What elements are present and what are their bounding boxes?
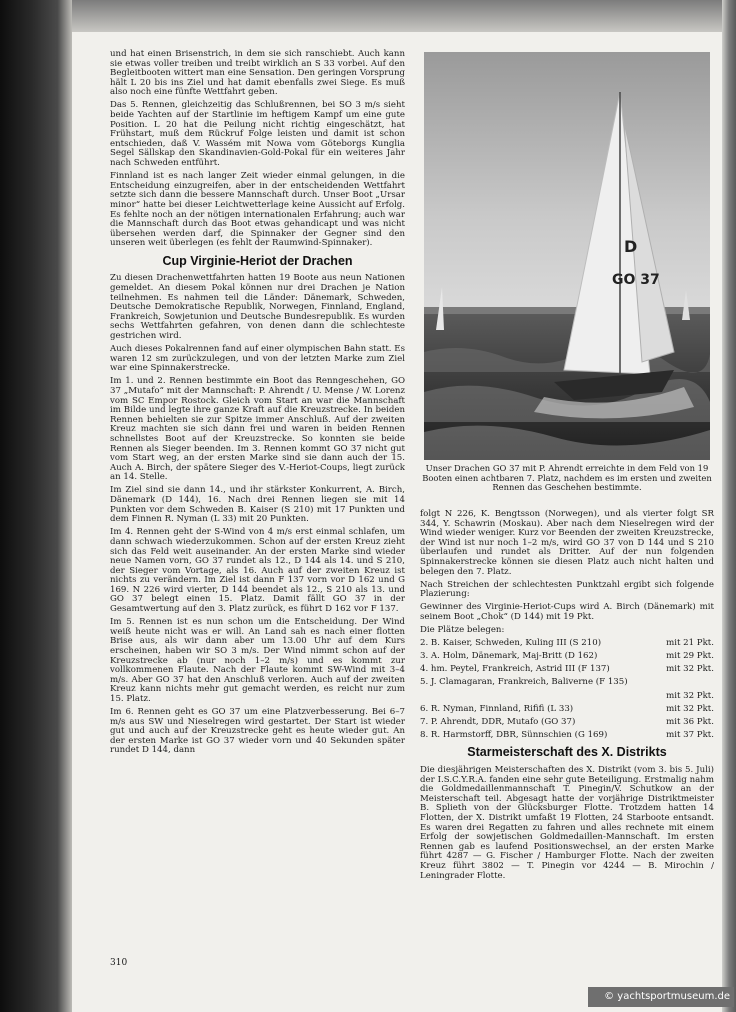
paragraph: Die Plätze belegen: [420, 625, 505, 636]
sail-letter: D [624, 237, 638, 256]
sail-number: GO 37 [612, 272, 660, 288]
placing-row: 2. B. Kaiser, Schweden, Kuling III (S 210) mit 21 Pkt. [420, 638, 714, 649]
yacht-photo-illustration [424, 52, 710, 460]
book-spine-shadow [0, 0, 72, 1012]
paragraph: Gewinner des Virginie-Heriot-Cups wird A. Birch (Dänemark) mit seinem Boot „Chok“ (D 144) mit 19 Pkt. [420, 602, 714, 622]
page-edge-shadow [722, 0, 736, 1012]
dragon-yacht-photo [424, 52, 710, 460]
page-number: 310 [110, 958, 128, 968]
heading-cup-virginie-heriot: Cup Virginie-Heriot der Drachen [162, 253, 353, 268]
placings-list [420, 639, 714, 740]
paragraph: Im 6. Rennen geht es GO 37 um eine Platzverbesserung. Bei 6–7 m/s aus SW und Nieselregen wird gestartet. Der Start ist wieder gut und auch auf der Kreuzstrecke geht es heute wieder gut. An der ersten Marke ist GO 37 wieder vorn und 40 Sekunden später rundet D 144, dann [110, 707, 405, 756]
photo-caption: Unser Drachen GO 37 mit P. Ahrendt erreichte in dem Feld von 19 Booten einen achtbaren 7. Platz, nachdem es im ersten und zweiten Rennen das Geschehen bestimmte. [422, 463, 712, 493]
watermark: © yachtsportmuseum.de [588, 987, 734, 1007]
paragraph: Das 5. Rennen, gleichzeitig das Schlußrennen, bei SO 3 m/s sieht beide Yachten auf der Startlinie im heftigem Kampf um eine gute Position. L 20 hat die Peilung nicht richtig eingeschätzt, hat Frühstart, muß dem Rückruf Folge leisten und damit ist schon entschieden, daß V. Wassém mit Nowa vom Göteborgs Kunglia Segel Sällskap den Skandinavien-Gold-Pokal für ein weiteres Jahr nach Schweden entführt. [110, 100, 405, 169]
right-column [420, 510, 714, 885]
page-top-shadow [72, 0, 722, 32]
paragraph: und hat einen Brisenstrich, in dem sie sich ranschiebt. Auch kann sie etwas voller treiben und treibt wirklich an S 33 vorbei. Auf den Begleitbooten wittert man eine Sensation. Den geringen Vorsprung hält L 20 bis ins Ziel und hat damit ebenfalls zwei Siege. Es muß also noch eine fünfte Wettfahrt geben. [110, 49, 405, 98]
placing-row: 3. A. Holm, Dänemark, Maj-Britt (D 162) mit 29 Pkt. [420, 651, 714, 662]
paragraph: Im 5. Rennen ist es nun schon um die Entscheidung. Der Wind weiß heute nicht was er will. An Land sah es nach einer flotten Brise aus, als wir dann aber um 13.00 Uhr auf dem Kurs erscheinen, haben wir SO 3 m/s. Der Wind nimmt schon auf der Kreuzstrecke ab (nur noch 1–2 m/s) und es kommt zur vollkommenen Flaute. Nach der Flaute kommt SW-Wind mit 3–4 m/s. Aber GO 37 hat den Anschluß verloren. Auch auf der zweiten Kreuz kann nichts mehr gut gemacht werden, es reicht nur zum 15. Platz. [110, 617, 405, 704]
placing-row: 5. J. Clamagaran, Frankreich, Baliverne (F 135) [420, 677, 628, 688]
paragraph: Nach Streichen der schlechtesten Punktzahl ergibt sich folgende Plazierung: [420, 579, 714, 600]
paragraph: folgt N 226, K. Bengtsson (Norwegen), und als vierter folgt SR 344, Y. Schawrin (Moskau). Aber nach dem Nieselregen wird der Wind wieder weniger. Kurz vor Beenden der zweiten Kreuzstrecke, der Wind ist nur noch 1–2 m/s, wird GO 37 von D 144 und S 210 überlaufen und rundet als Dritter. Auf der nun folgenden Spinnakerstrecke können sie diesen Platz auch nicht halten und belegen den 7. Platz. [420, 509, 714, 577]
paragraph: Im Ziel sind sie dann 14., und ihr stärkster Konkurrent, A. Birch, Dänemark (D 144), 16. Nach drei Rennen liegen sie mit 14 Punkten vor dem Schweden B. Kaiser (S 210) mit 17 Punkten und dem Finnen R. Nyman (L 33) mit 20 Punkten. [110, 485, 405, 525]
paragraph: Finnland ist es nach langer Zeit wieder einmal gelungen, in die Entscheidung einzugreifen, aber in der entscheidenden Wettfahrt setzte sich dann die bessere Mannschaft durch. Unser Boot „Ursar minor“ hatte bei dieser Leichtwetterlage keine Aussicht auf Erfolg. Es fehlte noch an der nötigen internationalen Erfahrung; auch war die Mannschaft durch das Boot etwas gehandicapt und was nicht übersehen werden darf, die Spinnaker der Gegner sind den unseren weit überlegen (es fehlt der Raumwind-Spinnaker). [110, 171, 405, 249]
placing-row: 6. R. Nyman, Finnland, Rififi (L 33) mit 32 Pkt. [420, 703, 714, 714]
heading-starmeisterschaft: Starmeisterschaft des X. Distrikts [467, 745, 667, 760]
paragraph: Die diesjährigen Meisterschaften des X. Distrikt (vom 3. bis 5. Juli) der I.S.C.Y.R.A. fanden eine sehr gute Beteiligung. Erstmalig nahm die Goldmedaillenmannschaft T. Pinegin/V. Schutkow an der Meisterschaft teil. Abgesagt hatte der vorjährige Distriktmeister B. Splieth von der Glücksburger Flotte. Trotzdem hatten 14 Flotten, der X. Distrikt umfaßt 19 Flotten, 24 Starboote entsandt. Es waren drei Regatten zu fahren und alles rechnete mit einem Erfolg der sowjetischen Goldmedaillen-Mannschaft. Im ersten Rennen gab es laufend Positionswechsel, an der ersten Marke führt 4287 — G. Fischer / Hamburger Flotte. Nach der zweiten Kreuz führt 3802 — T. Pinegin vor 4244 — B. Mirochin / Leningrader Flotte. [420, 764, 714, 881]
left-column [110, 50, 405, 759]
paragraph: Zu diesen Drachenwettfahrten hatten 19 Boote aus neun Nationen gemeldet. An diesem Pokal können nur drei Drachen je Nation teilnehmen. Es nahmen teil die Länder: Dänemark, Schweden, Deutsche Demokratische Republik, Norwegen, Finnland, England, Frankreich, Sowjetunion und Deutsche Bundesrepublik. Es wurden sechs Wettfahrten gefahren, von denen dann die schlechteste gestrichen wird. [110, 273, 405, 342]
placing-row: 7. P. Ahrendt, DDR, Mutafo (GO 37) mit 36 Pkt. [420, 716, 714, 727]
paragraph: Im 1. und 2. Rennen bestimmte ein Boot das Renngeschehen, GO 37 „Mutafo“ mit der Mannschaft: P. Ahrendt / U. Mense / W. Lorenz vom SC Empor Rostock. Gleich vom Start an war die Mannschaft im Bilde und legte ihre ganze Kraft auf die Kreuzstrecke. In beiden Rennen behielten sie zur Spitze immer Anschluß. Auf der zweiten Kreuz machten sie sich dann frei und waren in beiden Rennen schnellstes Boot auf der Kreuzstrecke. So konnten sie beide Rennen als Sieger beenden. Im 3. Rennen kommt GO 37 nicht gut vom Start weg, an der ersten Marke sind sie dann auch der 15. Auch A. Birch, der spätere Sieger des V.-Heriot-Coups, liegt zurück an 14. Stelle. [110, 376, 405, 483]
paragraph: Im 4. Rennen geht der S-Wind von 4 m/s erst einmal schlafen, um dann schwach wiederzukommen. Schon auf der ersten Kreuz zieht sich das Feld weit auseinander. An der ersten Marke sind wieder neue Namen vorn, GO 37 rundet als 12., D 144 als 14. und S 210, der Sieger vom Vortage, als 16. Auch auf der zweiten Kreuz ist nichts zu verändern. Im Ziel ist dann F 137 vorn vor D 162 und G 169. N 226 wird vierter, D 144 beendet als 12., S 210 als 13. und GO 37 belegt einen 15. Platz. Damit fällt GO 37 in der Gesamtwertung auf den 3. Platz zurück, es führt D 162 vor F 137. [110, 527, 405, 615]
paragraph: Auch dieses Pokalrennen fand auf einer olympischen Bahn statt. Es waren 12 sm zurückzulegen, und von der letzten Marke zum Ziel war eine Spinnakerstrecke. [110, 344, 405, 374]
placing-row: 8. R. Harmstorff, DBR, Sünnschien (G 169) mit 37 Pkt. [420, 729, 714, 740]
placing-row: mit 32 Pkt. [666, 690, 714, 701]
placing-row: 4. hm. Peytel, Frankreich, Astrid III (F 137) mit 32 Pkt. [420, 664, 714, 675]
